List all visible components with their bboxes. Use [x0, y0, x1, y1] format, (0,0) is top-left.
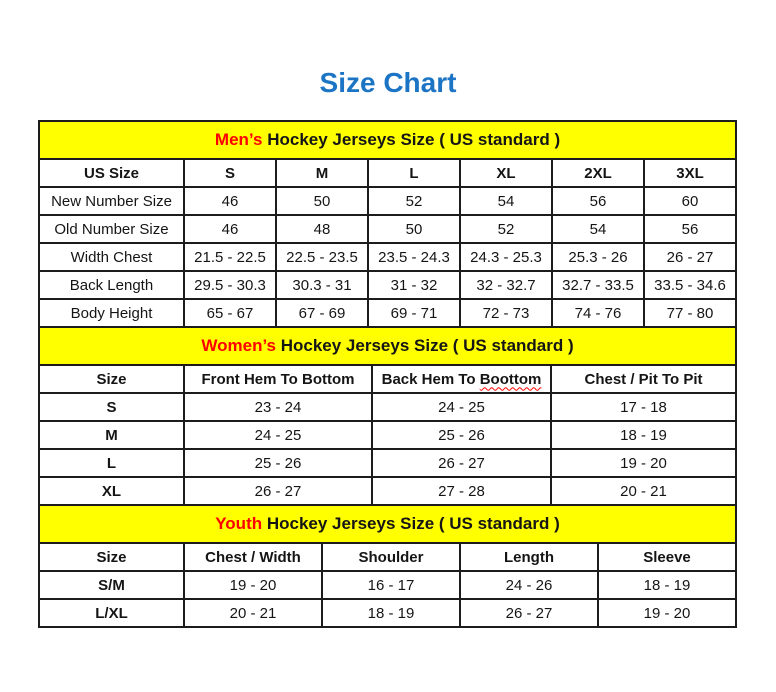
mens-size-cell: 74 - 76 — [552, 299, 644, 327]
mens-section-highlight: Men’s — [214, 130, 263, 149]
youth-section-highlight: Youth — [215, 514, 263, 533]
mens-column-header: S — [184, 159, 276, 187]
youth-column-header: Length — [460, 543, 598, 571]
table-row — [39, 393, 736, 421]
womens-size-cell: 26 - 27 — [372, 449, 551, 477]
womens-row-label: XL — [39, 477, 184, 505]
mens-row-label: Body Height — [39, 299, 184, 327]
mens-size-cell: 30.3 - 31 — [276, 271, 368, 299]
youth-row-label: S/M — [39, 571, 184, 599]
youth-column-header: Size — [39, 543, 184, 571]
womens-row-label: S — [39, 393, 184, 421]
mens-section-header — [39, 121, 736, 159]
mens-size-cell: 50 — [368, 215, 460, 243]
mens-size-cell: 67 - 69 — [276, 299, 368, 327]
womens-size-cell: 19 - 20 — [551, 449, 736, 477]
mens-size-cell: 26 - 27 — [644, 243, 736, 271]
womens-row-label: M — [39, 421, 184, 449]
womens-size-cell: 23 - 24 — [184, 393, 372, 421]
youth-section-title-text: Hockey Jerseys Size ( US standard ) — [266, 514, 560, 533]
womens-column-header — [372, 365, 551, 393]
misspelled-word: Boottom — [479, 370, 542, 388]
table-row — [39, 449, 736, 477]
youth-column-header: Shoulder — [322, 543, 460, 571]
youth-size-cell: 18 - 19 — [322, 599, 460, 627]
mens-size-cell: 48 — [276, 215, 368, 243]
womens-size-cell: 26 - 27 — [184, 477, 372, 505]
youth-size-cell: 24 - 26 — [460, 571, 598, 599]
womens-size-cell: 24 - 25 — [372, 393, 551, 421]
mens-size-cell: 72 - 73 — [460, 299, 552, 327]
womens-size-cell: 25 - 26 — [372, 421, 551, 449]
mens-size-cell: 54 — [552, 215, 644, 243]
womens-size-cell: 24 - 25 — [184, 421, 372, 449]
mens-size-cell: 46 — [184, 187, 276, 215]
mens-size-cell: 56 — [644, 215, 736, 243]
womens-section-title-text: Hockey Jerseys Size ( US standard ) — [280, 336, 574, 355]
mens-size-cell: 56 — [552, 187, 644, 215]
womens-row-label: L — [39, 449, 184, 477]
womens-size-cell: 27 - 28 — [372, 477, 551, 505]
womens-column-header: Size — [39, 365, 184, 393]
mens-size-cell: 52 — [368, 187, 460, 215]
mens-size-cell: 31 - 32 — [368, 271, 460, 299]
mens-size-cell: 77 - 80 — [644, 299, 736, 327]
womens-column-header: Front Hem To Bottom — [184, 365, 372, 393]
table-row — [39, 599, 736, 627]
mens-size-cell: 32 - 32.7 — [460, 271, 552, 299]
youth-column-header: Sleeve — [598, 543, 736, 571]
mens-size-cell: 22.5 - 23.5 — [276, 243, 368, 271]
mens-size-cell: 23.5 - 24.3 — [368, 243, 460, 271]
womens-size-cell: 17 - 18 — [551, 393, 736, 421]
mens-column-header: 2XL — [552, 159, 644, 187]
womens-section-header — [39, 327, 736, 365]
mens-size-table — [38, 120, 737, 328]
womens-size-cell: 25 - 26 — [184, 449, 372, 477]
mens-size-cell: 54 — [460, 187, 552, 215]
table-row — [39, 215, 736, 243]
size-tables — [38, 120, 735, 628]
mens-column-header: 3XL — [644, 159, 736, 187]
youth-size-cell: 26 - 27 — [460, 599, 598, 627]
womens-size-cell: 18 - 19 — [551, 421, 736, 449]
womens-section-highlight: Women’s — [201, 336, 276, 355]
table-row — [39, 571, 736, 599]
mens-row-label: Width Chest — [39, 243, 184, 271]
mens-section-title-text: Hockey Jerseys Size ( US standard ) — [267, 130, 561, 149]
youth-size-cell: 18 - 19 — [598, 571, 736, 599]
youth-column-header: Chest / Width — [184, 543, 322, 571]
mens-column-header: M — [276, 159, 368, 187]
mens-size-cell: 21.5 - 22.5 — [184, 243, 276, 271]
womens-column-header: Chest / Pit To Pit — [551, 365, 736, 393]
table-row — [39, 299, 736, 327]
mens-size-cell: 33.5 - 34.6 — [644, 271, 736, 299]
mens-size-cell: 29.5 - 30.3 — [184, 271, 276, 299]
table-row — [39, 421, 736, 449]
mens-size-cell: 69 - 71 — [368, 299, 460, 327]
table-row — [39, 243, 736, 271]
mens-size-cell: 25.3 - 26 — [552, 243, 644, 271]
youth-size-cell: 20 - 21 — [184, 599, 322, 627]
womens-size-cell: 20 - 21 — [551, 477, 736, 505]
table-row — [39, 477, 736, 505]
youth-size-table — [38, 504, 737, 628]
mens-row-label: Old Number Size — [39, 215, 184, 243]
womens-size-table — [38, 326, 737, 506]
youth-size-cell: 19 - 20 — [184, 571, 322, 599]
mens-size-cell: 24.3 - 25.3 — [460, 243, 552, 271]
mens-column-header: L — [368, 159, 460, 187]
mens-size-cell: 65 - 67 — [184, 299, 276, 327]
mens-row-label: New Number Size — [39, 187, 184, 215]
mens-size-cell: 32.7 - 33.5 — [552, 271, 644, 299]
youth-row-label: L/XL — [39, 599, 184, 627]
womens-column-header-text: Back Hem To — [381, 370, 476, 388]
youth-size-cell: 19 - 20 — [598, 599, 736, 627]
mens-size-cell: 50 — [276, 187, 368, 215]
mens-size-cell: 60 — [644, 187, 736, 215]
youth-section-header — [39, 505, 736, 543]
table-row — [39, 271, 736, 299]
mens-size-cell: 52 — [460, 215, 552, 243]
page-title: Size Chart — [319, 67, 457, 98]
youth-size-cell: 16 - 17 — [322, 571, 460, 599]
mens-column-header: XL — [460, 159, 552, 187]
mens-size-cell: 46 — [184, 215, 276, 243]
table-row — [39, 187, 736, 215]
mens-column-header: US Size — [39, 159, 184, 187]
mens-row-label: Back Length — [39, 271, 184, 299]
